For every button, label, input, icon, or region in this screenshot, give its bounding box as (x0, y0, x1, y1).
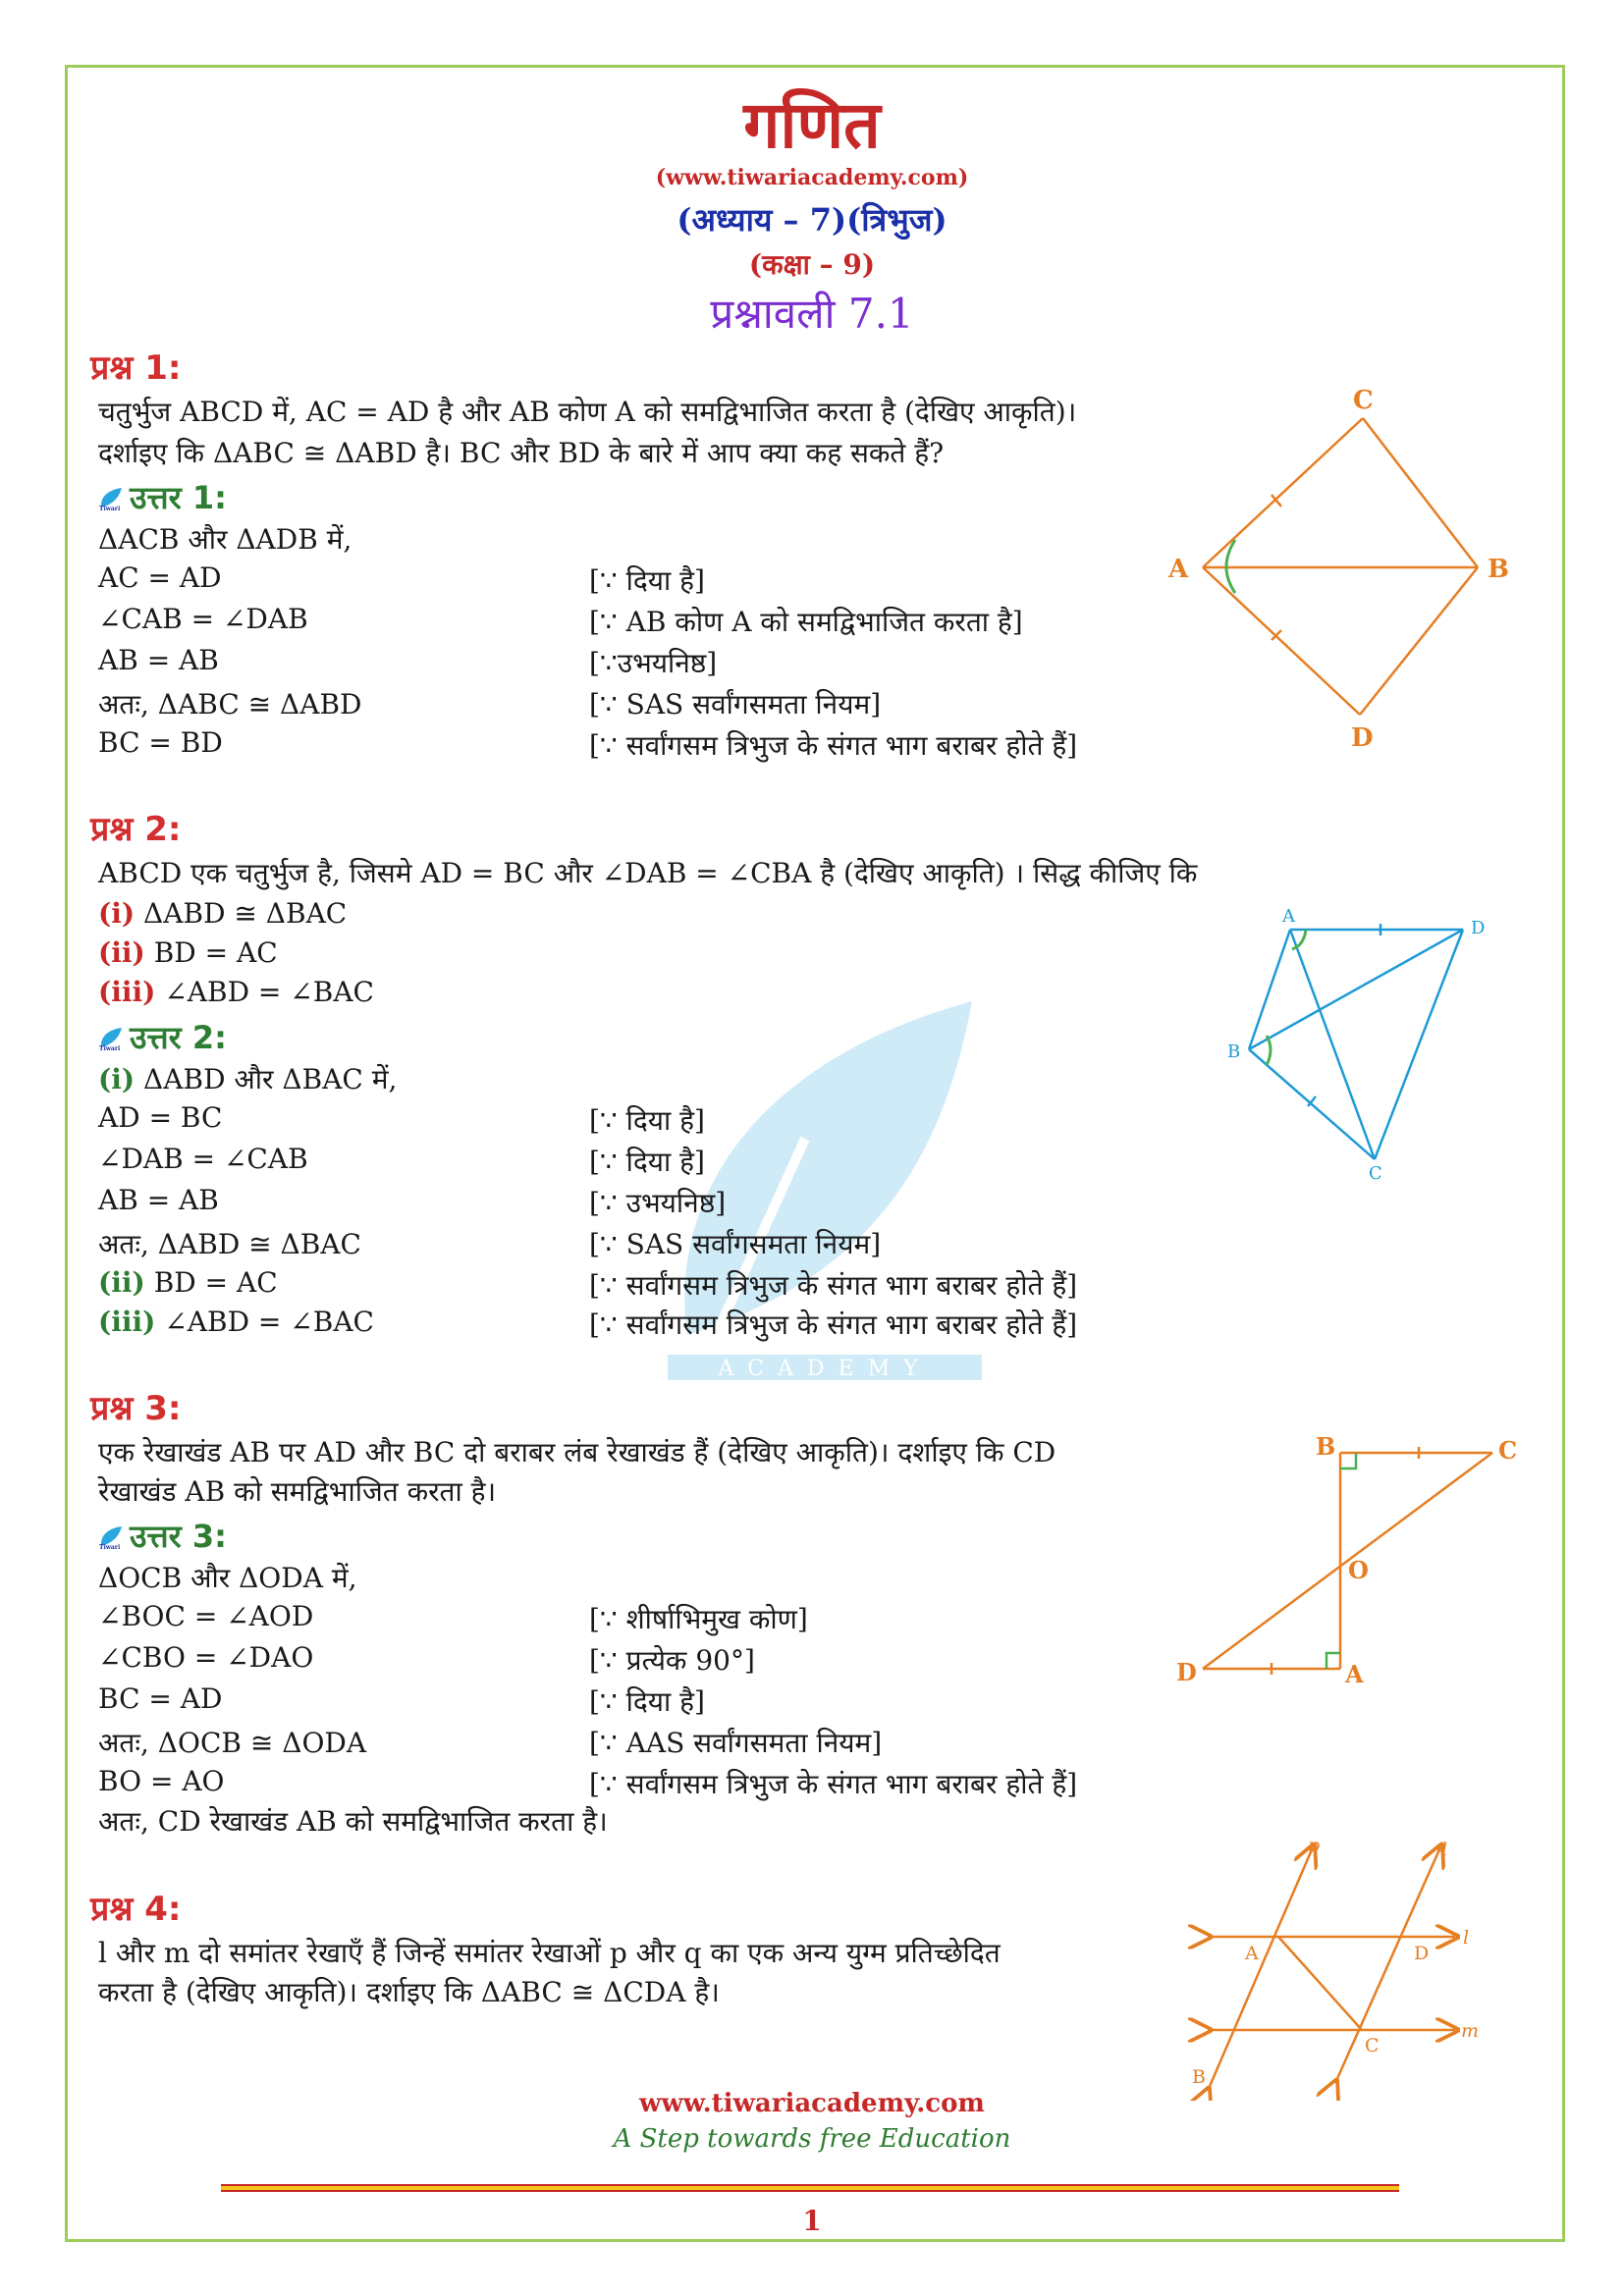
proof-statement (98, 897, 347, 930)
answer-1-heading (98, 476, 227, 518)
question-3-text-line1: एक रेखाखंड AB पर AD और BC दो बराबर लंब रेखाखंड हैं (देखिए आकृति)। दर्शाइए कि CD (98, 1436, 1056, 1468)
figure-q2-quadrilateral (1218, 898, 1512, 1183)
page-number: 1 (802, 2205, 822, 2237)
answer-2-heading (98, 1016, 227, 1058)
proof-statement-text: AD = BC (98, 1101, 223, 1134)
fig2-label-B: B (1227, 1041, 1241, 1062)
proof-statement-text: BD = AC (153, 936, 278, 969)
proof-statement-text: ΔABD ≅ ΔBAC (143, 897, 348, 930)
proof-reason: [∵ सर्वांगसम त्रिभुज के संगत भाग बराबर होते हैं] (589, 729, 1078, 762)
proof-statement (98, 936, 278, 969)
logo-text: Tiwari (99, 506, 121, 511)
answer-1-label: उत्तर 1: (130, 479, 227, 516)
proof-reason: [∵ सर्वांगसम त्रिभुज के संगत भाग बराबर होते हैं] (589, 1308, 1078, 1341)
fig2-diagonal-BD (1249, 930, 1463, 1049)
proof-statement-text: AB = AB (98, 644, 219, 676)
proof-reason: [∵ AAS सर्वांगसमता नियम] (589, 1727, 883, 1759)
proof-statement-text: ∠CBO = ∠DAO (98, 1641, 314, 1674)
fig2-label-C: C (1369, 1163, 1382, 1183)
answer-3-heading (98, 1515, 227, 1557)
question-2-text-line1: ABCD एक चतुर्भुज है, जिसमे AD = BC और ∠DAB = ∠CBA है (देखिए आकृति) । सिद्ध कीजिए कि (98, 857, 1198, 889)
fig2-label-A: A (1282, 906, 1295, 927)
answer-3-label: उत्तर 3: (130, 1518, 227, 1555)
fig1-side-AC (1203, 418, 1363, 567)
question-4-heading: प्रश्न 4: (90, 1890, 182, 1929)
fig4-label-m: m (1461, 2020, 1480, 2042)
proof-statement-text: BD = AC (153, 1266, 278, 1299)
proof-statement (98, 1306, 374, 1338)
tiwari-logo-icon (98, 1026, 124, 1051)
fig1-label-B: B (1488, 555, 1509, 584)
fig3-label-O: O (1348, 1556, 1369, 1584)
proof-statement (98, 1600, 313, 1632)
fig4-label-p: p (1308, 1836, 1321, 1856)
fig3-label-D: D (1176, 1658, 1197, 1686)
proof-statement-text: BC = AD (98, 1682, 223, 1715)
proof-statement (98, 603, 308, 635)
fig3-label-A: A (1345, 1660, 1364, 1688)
proof-step-number: (i) (98, 897, 135, 930)
proof-statement-text: ∠DAB = ∠CAB (98, 1143, 308, 1175)
logo-text: Tiwari (99, 1045, 121, 1051)
fig4-diagonal-AC (1278, 1937, 1362, 2030)
class-label: (कक्षा – 9) (748, 248, 876, 281)
question-4-text-line1: l और m दो समांतर रेखाएँ हैं जिन्हें समांतर रेखाओं p और q का एक अन्य युग्म प्रतिच्छेदित (98, 1937, 1001, 1969)
proof-step-number: (ii) (98, 936, 145, 969)
proof-statement (98, 685, 362, 722)
proof-statement-text: ∠CAB = ∠DAB (98, 603, 308, 635)
fig3-label-C: C (1498, 1436, 1518, 1465)
proof-step-number: (iii) (98, 1306, 156, 1338)
proof-statement (98, 1184, 219, 1216)
fig2-side-BC (1249, 1049, 1375, 1159)
proof-reason: [∵ दिया है] (589, 1685, 705, 1718)
fig2-diagonal-AC (1290, 930, 1375, 1159)
proof-reason: [∵ AB कोण A को समद्विभाजित करता है] (589, 606, 1023, 638)
proof-reason: [∵ SAS सर्वांगसमता नियम] (589, 1228, 882, 1260)
fig4-label-D: D (1414, 1943, 1430, 1964)
proof-statement (98, 561, 222, 594)
proof-reason: [∵ प्रत्येक 90°] (589, 1644, 755, 1677)
question-1-text-line1: चतुर्भुज ABCD में, AC = AD है और AB कोण A को समद्विभाजित करता है (देखिए आकृति)। (98, 396, 1077, 428)
proof-reason: [∵ दिया है] (589, 1104, 705, 1137)
footer-tagline: A Step towards free Education (613, 2124, 1011, 2154)
proof-reason: [∵ SAS सर्वांगसमता नियम] (589, 688, 882, 721)
figure-q1-quadrilateral (1159, 383, 1522, 756)
figure-q4-parallel-lines (1178, 1836, 1492, 2101)
proof-statement (98, 1641, 313, 1674)
fig1-side-AD (1203, 567, 1360, 715)
proof-reason: [∵ उभयनिष्ठ] (589, 1187, 727, 1219)
proof-statement (98, 1682, 222, 1715)
proof-statement-text: अतः, ΔABD ≅ ΔBAC (98, 1228, 361, 1260)
fig4-label-A: A (1245, 1943, 1259, 1964)
proof-reason: [∵ दिया है] (589, 1146, 705, 1178)
proof-statement-text: अतः, ΔOCB ≅ ΔODA (98, 1727, 367, 1759)
footer-website: www.tiwariacademy.com (639, 2089, 985, 2118)
fig3-right-angle-B (1340, 1453, 1356, 1468)
fig2-side-DC (1375, 930, 1463, 1159)
proof-statement (98, 1101, 222, 1134)
fig1-side-CB (1363, 418, 1478, 567)
answer-2-intro-num: (i) (98, 1063, 135, 1095)
answer-3-intro: ΔOCB और ΔODA में, (98, 1562, 357, 1594)
fig4-line-q (1335, 1847, 1440, 2083)
question-1-heading: प्रश्न 1: (90, 348, 182, 388)
fig4-label-B: B (1192, 2066, 1206, 2088)
chapter-title: (अध्याय – 7)(त्रिभुज) (677, 201, 947, 239)
fig4-label-q: q (1435, 1836, 1448, 1856)
proof-statement (98, 1266, 278, 1299)
proof-reason: [∵ सर्वांगसम त्रिभुज के संगत भाग बराबर होते हैं] (589, 1269, 1078, 1302)
proof-statement (98, 1143, 308, 1175)
watermark-text: ACADEMY (718, 1357, 932, 1381)
answer-2-intro-text: ΔABD और ΔBAC में, (143, 1063, 398, 1095)
question-2-heading: प्रश्न 2: (90, 810, 182, 849)
fig4-label-C: C (1365, 2035, 1380, 2056)
fig2-label-D: D (1471, 918, 1486, 938)
fig4-line-p (1208, 1847, 1313, 2091)
proof-statement (98, 976, 374, 1008)
proof-statement (98, 1724, 366, 1761)
fig2-side-AB (1249, 930, 1290, 1049)
question-3-heading: प्रश्न 3: (90, 1389, 182, 1428)
page-title: गणित (743, 87, 881, 163)
fig1-side-DB (1360, 567, 1478, 715)
answer-1-intro: ΔACB और ΔADB में, (98, 523, 352, 556)
proof-step-number: (ii) (98, 1266, 145, 1299)
proof-statement-text: ∠ABD = ∠BAC (164, 1306, 374, 1338)
fig1-label-D: D (1351, 723, 1374, 753)
fig4-label-l: l (1463, 1927, 1470, 1949)
footer-divider (221, 2184, 1399, 2192)
fig2-angle-arc-B (1267, 1036, 1271, 1065)
fig1-label-A: A (1168, 555, 1189, 584)
proof-statement-text: ∠BOC = ∠AOD (98, 1600, 314, 1632)
tiwari-logo-icon (98, 1524, 124, 1550)
fig1-label-C: C (1353, 386, 1374, 415)
proof-reason: [∵ दिया है] (589, 564, 705, 597)
proof-statement-text: BC = BD (98, 726, 223, 759)
proof-statement (98, 644, 219, 676)
proof-statement (98, 1225, 361, 1262)
proof-reason: [∵उभयनिष्ठ] (589, 647, 718, 679)
proof-reason: [∵ शीर्षाभिमुख कोण] (589, 1603, 808, 1635)
fig3-right-angle-A (1326, 1653, 1340, 1669)
proof-reason: [∵ सर्वांगसम त्रिभुज के संगत भाग बराबर होते हैं] (589, 1768, 1078, 1800)
answer-2-label: उत्तर 2: (130, 1019, 227, 1056)
proof-statement (98, 726, 223, 759)
proof-statement-text: AC = AD (98, 561, 222, 594)
proof-statement (98, 1765, 225, 1797)
fig3-label-B: B (1316, 1432, 1336, 1461)
proof-statement-text: AB = AB (98, 1184, 219, 1216)
answer-2-intro (98, 1060, 397, 1097)
logo-text: Tiwari (99, 1544, 121, 1550)
question-3-text-line2: रेखाखंड AB को समद्विभाजित करता है। (98, 1475, 497, 1508)
tiwari-logo-icon (98, 486, 124, 511)
question-4-text-line2: करता है (देखिए आकृति)। दर्शाइए कि ΔABC ≅ ΔCDA है। (98, 1976, 720, 2008)
answer-3-conclusion: अतः, CD रेखाखंड AB को समद्विभाजित करता है। (98, 1805, 608, 1838)
proof-statement-text: अतः, ΔABC ≅ ΔABD (98, 688, 362, 721)
proof-step-number: (iii) (98, 976, 156, 1008)
figure-q3-segments (1168, 1423, 1522, 1703)
header-website: (www.tiwariacademy.com) (655, 165, 969, 190)
question-1-text-line2: दर्शाइए कि ΔABC ≅ ΔABD है। BC और BD के बारे में आप क्या कह सकते हैं? (98, 437, 945, 469)
proof-statement-text: ∠ABD = ∠BAC (164, 976, 374, 1008)
exercise-title: प्रश्नावली 7.1 (710, 290, 914, 338)
proof-statement-text: BO = AO (98, 1765, 225, 1797)
